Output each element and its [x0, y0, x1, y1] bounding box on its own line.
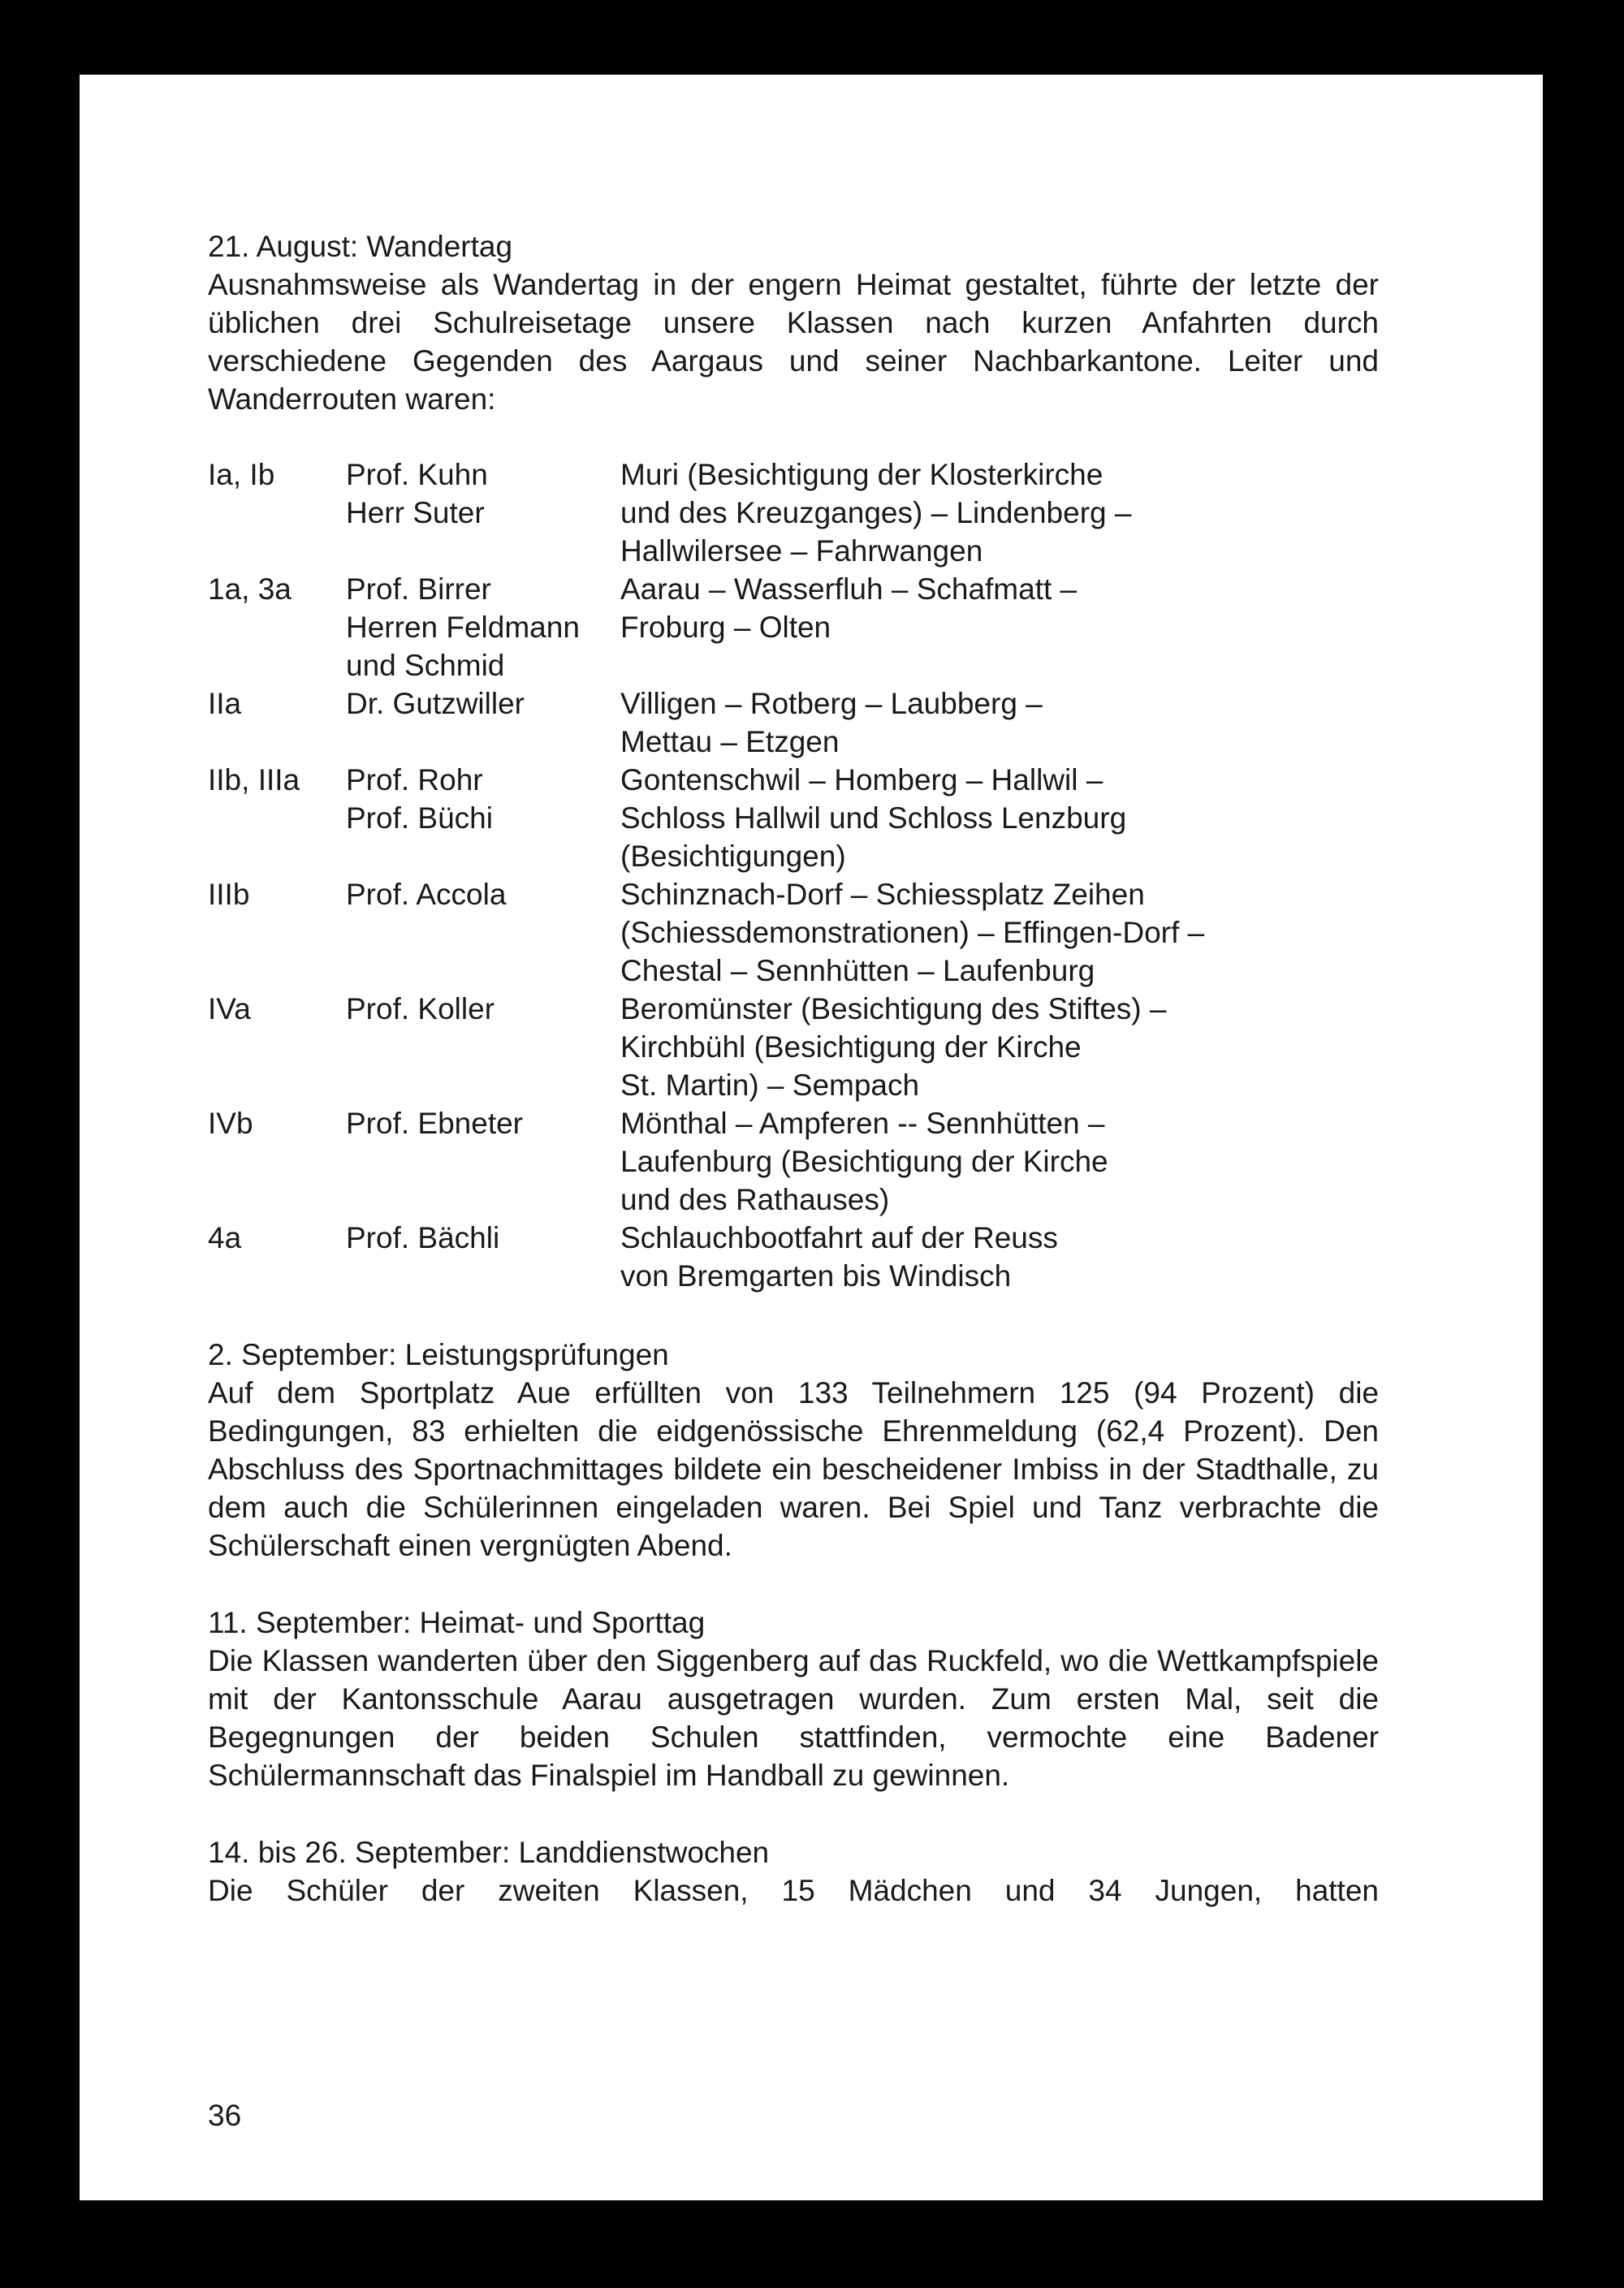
- route-class: IIIb: [208, 878, 250, 911]
- route-leader: Prof. Koller: [346, 992, 495, 1025]
- route-row: [208, 1104, 1379, 1219]
- section-body-leistungspruefungen: Auf dem Sportplatz Aue erfüllten von 133 Teilnehmern 125 (94 Prozent) die Bedingungen, 83 erhielten die eidgenössische Ehrenmeldung (62,4 Prozent). Den Abschluss des Sportnachmittages bildete ein bescheidener Imbiss in der Stadthalle, zu dem auch die Schülerinnen eingeladen waren. Bei Spiel und Tanz verbrachte die Schülerschaft einen vergnügten Abend.: [208, 1376, 1379, 1562]
- route-leader: Dr. Gutzwiller: [346, 687, 525, 720]
- route-leader: Prof. Rohr Prof. Büchi: [346, 763, 493, 835]
- route-leader: Prof. Accola: [346, 878, 507, 911]
- route-description: Schinznach-Dorf – Schiessplatz Zeihen (Schiessdemonstrationen) – Effingen-Dorf – Chestal – Sennhütten – Laufenburg: [620, 878, 1205, 987]
- route-class: 4a: [208, 1221, 242, 1254]
- section-wandertag: [208, 227, 1379, 418]
- route-description: Muri (Besichtigung der Klosterkirche und des Kreuzganges) – Lindenberg – Hallwilersee – Fahrwangen: [620, 458, 1132, 568]
- section-leistungspruefungen: [208, 1336, 1379, 1565]
- route-row: [208, 455, 1379, 570]
- route-leader: Prof. Ebneter: [346, 1107, 524, 1140]
- route-class: IIa: [208, 687, 242, 720]
- page-content: [208, 227, 1379, 1910]
- route-class: Ia, Ib: [208, 458, 275, 491]
- route-row: [208, 875, 1379, 990]
- route-description: Schlauchbootfahrt auf der Reuss von Bremgarten bis Windisch: [620, 1221, 1058, 1293]
- section-heimat-sporttag: [208, 1604, 1379, 1794]
- section-landdienstwochen: [208, 1833, 1379, 1910]
- route-leader: Prof. Bächli: [346, 1221, 500, 1254]
- route-description: Mönthal – Ampferen -- Sennhütten – Laufenburg (Besichtigung der Kirche und des Rathauses): [620, 1107, 1108, 1216]
- route-description: Beromünster (Besichtigung des Stiftes) – Kirchbühl (Besichtigung der Kirche St. Martin) – Sempach: [620, 992, 1167, 1102]
- page-number: 36: [208, 2099, 242, 2132]
- route-table: [208, 455, 1379, 1295]
- route-description: Gontenschwil – Homberg – Hallwil – Schloss Hallwil und Schloss Lenzburg (Besichtigungen): [620, 763, 1127, 873]
- section-title-landdienstwochen: 14. bis 26. September: Landdienstwochen: [208, 1836, 770, 1869]
- route-class: IIb, IIIa: [208, 763, 300, 796]
- section-title-heimat-sporttag: 11. September: Heimat- und Sporttag: [208, 1606, 706, 1639]
- route-class: IVb: [208, 1107, 253, 1140]
- route-class: IVa: [208, 992, 251, 1025]
- section-body-wandertag: Ausnahmsweise als Wandertag in der engern Heimat gestaltet, führte der letzte der üblichen drei Schulreisetage unsere Klassen nach kurzen Anfahrten durch verschiedene Gegenden des Aargaus und seiner Nachbarkantone. Leiter und Wanderrouten waren:: [208, 268, 1379, 416]
- route-leader: Prof. Kuhn Herr Suter: [346, 458, 488, 529]
- section-body-heimat-sporttag: Die Klassen wanderten über den Siggenberg auf das Ruckfeld, wo die Wettkampfspiele mit der Kantonsschule Aarau ausgetragen wurden. Zum ersten Mal, seit die Begegnungen der beiden Schulen stattfinden, vermochte eine Badener Schülermannschaft das Finalspiel im Handball zu gewinnen.: [208, 1644, 1379, 1792]
- section-title-leistungspruefungen: 2. September: Leistungsprüfungen: [208, 1338, 669, 1371]
- section-title-wandertag: 21. August: Wandertag: [208, 230, 513, 263]
- route-row: [208, 1219, 1379, 1295]
- route-class: 1a, 3a: [208, 572, 292, 606]
- document-page: [80, 75, 1543, 2200]
- route-leader: Prof. Birrer Herren Feldmann und Schmid: [346, 572, 580, 682]
- route-description: Villigen – Rotberg – Laubberg – Mettau – Etzgen: [620, 687, 1043, 758]
- route-row: [208, 990, 1379, 1104]
- route-description: Aarau – Wasserfluh – Schafmatt – Froburg – Olten: [620, 572, 1078, 644]
- route-row: [208, 684, 1379, 761]
- route-row: [208, 570, 1379, 684]
- route-row: [208, 761, 1379, 875]
- section-body-landdienstwochen: Die Schüler der zweiten Klassen, 15 Mädchen und 34 Jungen, hatten: [208, 1874, 1379, 1907]
